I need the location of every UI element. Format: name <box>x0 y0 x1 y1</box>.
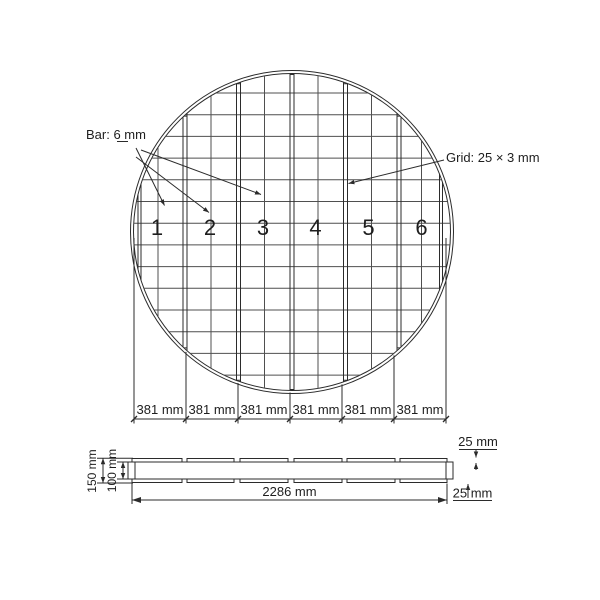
top-protrusion-dimension <box>458 434 498 470</box>
profile-tab-top <box>400 459 447 463</box>
outer-rim-circle <box>131 71 454 394</box>
side-view <box>85 434 498 504</box>
inner-rim-circle <box>134 74 451 391</box>
profile-tab-top <box>294 459 342 463</box>
bottom-protrusion-label: 25 mm <box>452 485 493 501</box>
profile-tab-bottom <box>347 479 395 483</box>
panel-number-6: 6 <box>415 215 428 240</box>
span-dim-label-4: 381 mm <box>292 402 340 417</box>
profile-tab-bottom <box>187 479 234 483</box>
bar-leader-arrow-3 <box>141 150 261 195</box>
panel-number-2: 2 <box>203 215 217 240</box>
span-dim-label-3: 381 mm <box>240 402 288 417</box>
bar-leader-arrow-2 <box>136 157 209 213</box>
profile-tab-top <box>240 459 288 463</box>
panel-number-3: 3 <box>256 215 270 240</box>
profile-tab-bottom <box>294 479 342 483</box>
overall-width-label: 2286 mm <box>262 484 317 499</box>
bar-label: Bar: 6 mm <box>86 127 146 142</box>
span-dim-label-5: 381 mm <box>344 402 392 417</box>
profile-tab-bottom <box>240 479 288 483</box>
panel-number-1: 1 <box>150 215 164 240</box>
panel-number-4: 4 <box>309 215 322 240</box>
bar-height-label: 100 mm <box>105 448 119 493</box>
profile-tab-top <box>347 459 395 463</box>
top-protrusion-label: 25 mm <box>458 434 498 449</box>
grid-label: Grid: 25 × 3 mm <box>446 150 540 165</box>
profile-tab-bottom <box>132 479 182 483</box>
profile-tab-top <box>132 459 182 463</box>
top-view <box>86 70 540 424</box>
bar-callout <box>86 127 261 213</box>
span-dim-label-1: 381 mm <box>136 402 184 417</box>
mesh-grid-lines <box>130 70 454 394</box>
profile-tab-bottom <box>400 479 447 483</box>
profile-body <box>128 462 453 479</box>
span-dim-label-2: 381 mm <box>188 402 236 417</box>
bearing-bars <box>138 70 443 394</box>
bottom-protrusion-dimension <box>453 484 493 501</box>
span-dim-label-6: 381 mm <box>396 402 444 417</box>
panel-number-5: 5 <box>362 215 375 240</box>
overall-height-label: 150 mm <box>85 449 99 493</box>
profile-tab-top <box>187 459 234 463</box>
